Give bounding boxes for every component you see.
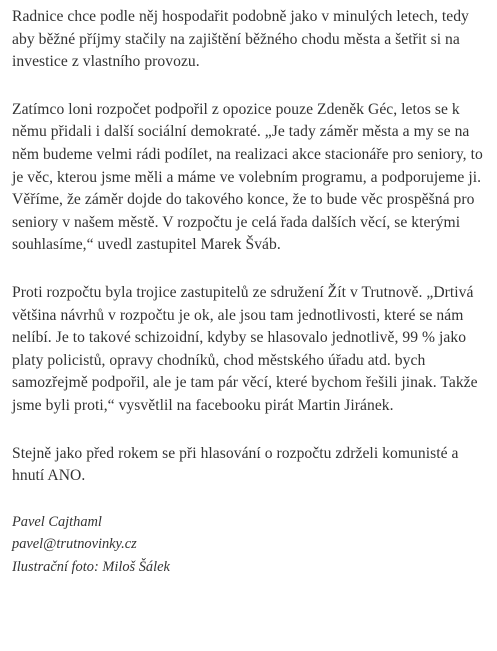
article-paragraph: Zatímco loni rozpočet podpořil z opozice pouze Zdeněk Géc, letos se k němu přidali i další sociální demokraté. „Je tady záměr města a my se na něm budeme velmi rádi podílet, na realizaci akce stacionáře pro seniory, to je věc, kterou jsme měli a máme ve volebním programu, a podporujeme ji. Věříme, že záměr dojde do takového konce, že to bude věc prospěšná pro seniory v našem městě. V rozpočtu je celá řada dalších věcí, se kterými souhlasíme,“ uvedl zastupitel Marek Šváb. (12, 100, 483, 254)
author-email: pavel@trutnovinky.cz (12, 536, 137, 553)
photo-credit: Ilustrační foto: Miloš Šálek (12, 558, 170, 575)
article-paragraph: Stejně jako před rokem se při hlasování o rozpočtu zdrželi komunisté a hnutí ANO. (12, 444, 459, 485)
article-signature (12, 511, 487, 579)
article-paragraph: Radnice chce podle něj hospodařit podobně jako v minulých letech, tedy aby běžné příjmy stačily na zajištění běžného chodu města a šetřit si na investice z vlastního provozu. (12, 8, 469, 71)
article-paragraph: Proti rozpočtu byla trojice zastupitelů ze sdružení Žít v Trutnově. „Drtivá většina návrhů v rozpočtu je ok, ale jsou tam jednotlivosti, které se nám nelíbí. Je to takové schizoidní, kdyby se hlasovalo jednotlivě, 99 % jako platy policistů, opravy chodníků, chod městského úřadu atd. bych samozřejmě podpořil, ale je tam pár věcí, které bychom řešili jinak. Takže jsme byli proti,“ vysvětlil na facebooku pirát Martin Jiránek. (12, 283, 478, 414)
author-name: Pavel Cajthaml (12, 513, 102, 530)
